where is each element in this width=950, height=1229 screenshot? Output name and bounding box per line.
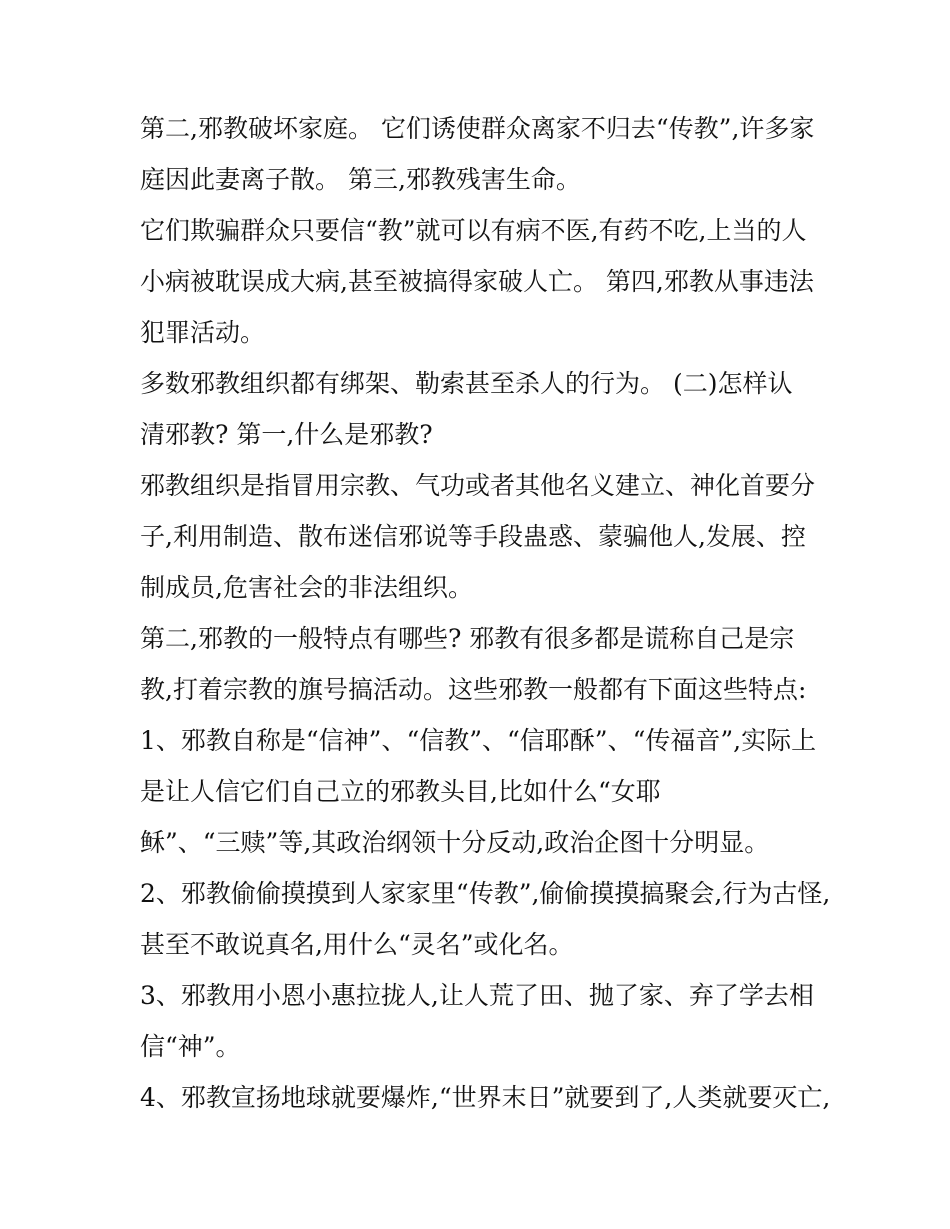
document-body (140, 103, 831, 1123)
text-line: 是让人信它们自己立的邪教头目,比如什么“女耶 (140, 777, 661, 806)
text-line: 它们欺骗群众只要信“教”就可以有病不医,有药不吃,上当的人 (140, 216, 807, 245)
text-line: 稣”、“三赎”等,其政治纲领十分反动,政治企图十分明显。 (140, 828, 770, 857)
text-line: 清邪教? 第一,什么是邪教? (140, 420, 433, 449)
text-line: 2、邪教偷偷摸摸到人家家里“传教”,偷偷摸摸搞聚会,行为古怪, (140, 879, 831, 908)
text-line: 小病被耽误成大病,甚至被搞得家破人亡。 第四,邪教从事违法 (140, 267, 814, 296)
text-line: 4、邪教宣扬地球就要爆炸,“世界末日”就要到了,人类就要灭亡, (140, 1083, 831, 1112)
text-line: 信“神”。 (140, 1032, 241, 1061)
text-line: 制成员,危害社会的非法组织。 (140, 573, 473, 602)
text-line: 犯罪活动。 (140, 318, 266, 347)
text-line: 庭因此妻离子散。 第三,邪教残害生命。 (140, 165, 581, 194)
text-line: 第二,邪教破坏家庭。 它们诱使群众离家不归去“传教”,许多家 (140, 114, 815, 143)
text-line: 甚至不敢说真名,用什么“灵名”或化名。 (140, 930, 574, 959)
text-line: 子,利用制造、散布迷信邪说等手段蛊惑、蒙骗他人,发展、控 (140, 522, 806, 551)
text-line: 教,打着宗教的旗号搞活动。这些邪教一般都有下面这些特点: (140, 675, 807, 704)
text-line: 邪教组织是指冒用宗教、气功或者其他名义建立、神化首要分 (140, 471, 816, 500)
text-line: 多数邪教组织都有绑架、勒索甚至杀人的行为。 (二)怎样认 (140, 369, 793, 398)
text-line: 1、邪教自称是“信神”、“信教”、“信耶酥”、“传福音”,实际上 (140, 726, 817, 755)
text-line: 第二,邪教的一般特点有哪些? 邪教有很多都是谎称自己是宗 (140, 624, 795, 653)
text-line: 3、邪教用小恩小惠拉拢人,让人荒了田、抛了家、弃了学去相 (140, 981, 814, 1010)
